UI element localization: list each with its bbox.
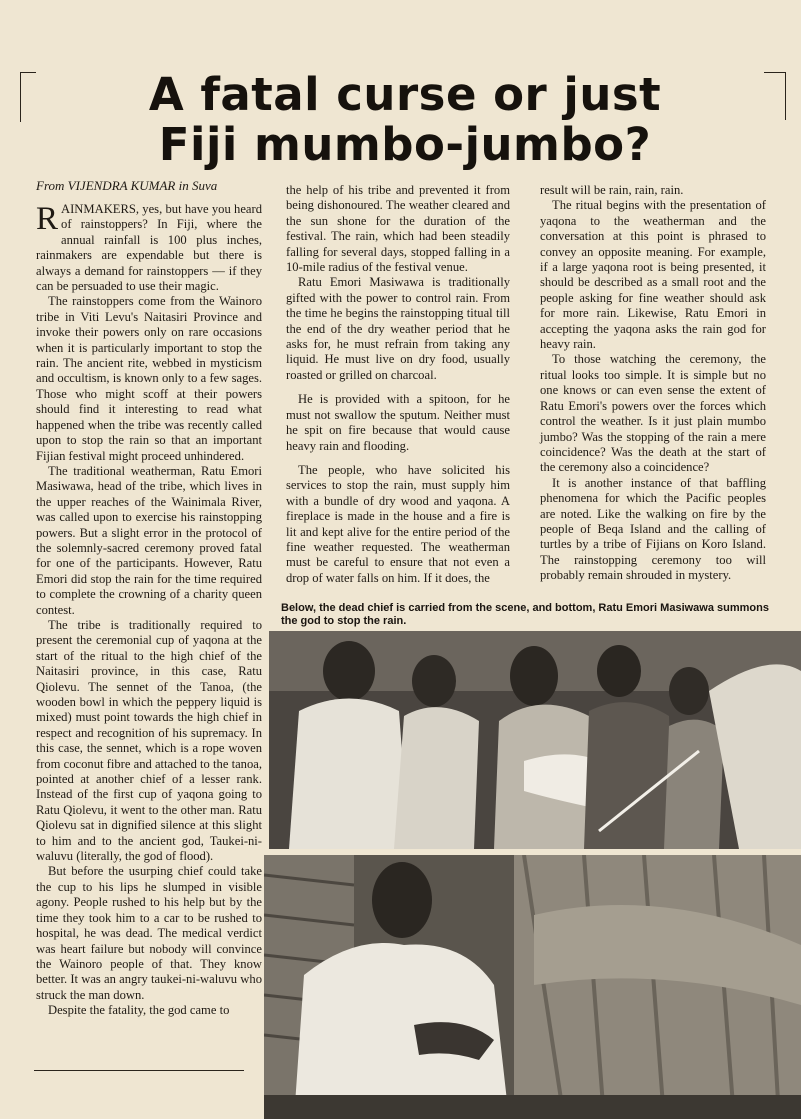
corner-rule-right-vertical [785,72,786,120]
article-column-1 [36,202,262,1019]
paragraph: But before the usurping chief could take the cup to his lips he slumped in visible agony. People rushed to his help but by the time they took him to a car to be rushed to hospital, he was dead. The medical verdict was heart failure but nobody will convince the Wainoro people of that. They know better. It was an angry taukei-ni-waluvu who struck the man down. [36,864,262,1002]
photo-dead-chief-carried-image [269,631,801,849]
corner-rule-left [20,72,36,73]
paragraph: The rainstoppers come from the Wainoro tribe in Viti Levu's Naitasiri Province and invoke their powers only on rare occasions when it is particularly important to stop the rain. The ancient rite, webbed in mysticism and occultism, is known only to a few sages. Those who might scoff at their powers should find it interesting to read what happened when the tribe was recently called upon to stop the rain so that an important Fijian festival might proceed unhindered. [36,294,262,463]
column-end-rule [34,1070,244,1071]
paragraph: Despite the fatality, the god came to [48,1003,230,1018]
paragraph: The tribe is traditionally required to present the ceremonial cup of yaqona at the start of the ritual to the high chief of the Naitasiri province, in this case, Ratu Qiolevu. The sennet of the Tanoa, (the wooden bowl in which the peppery liquid is mixed) must point towards the high chief in respect and recognition of his supremacy. In this case, the sennet, which is a rope woven from coconut fibre and attached to the tanoa, pointed at another chief of a lesser rank. Instead of the first cup of yaqona going to Ratu Qiolevu, it went to the other man. Ratu Qiolevu sat in dignified silence at this slight to him and to the ancient god, Taukei-ni-waluvu (literally, the god of flood). [36,617,262,864]
headline-line-2: Fiji mumbo-jumbo? [158,118,652,171]
paragraph: The traditional weatherman, Ratu Emori Masiwawa, head of the tribe, which lives in the upper reaches of the Wainimala River, was called upon to exercise his rainstopping powers. But a slight error in the protocol of the solemnly-sacred ceremony proved fatal for one of the participants. However, Ratu Emori did stop the rain for the time required to complete the crowning of a charity queen contest. [36,463,262,617]
photo-caption: Below, the dead chief is carried from the scene, and bottom, Ratu Emori Masiwawa summons the god to stop the rain. [281,602,769,627]
corner-rule-left-vertical [20,72,21,122]
drop-cap: R [36,201,59,237]
article-column-3 [540,183,766,584]
photo-ratu-emori-summons [264,855,801,1119]
paragraph: RAINMAKERS, yes, but have you heard of rainstoppers? In Fiji, where the annual rainfall is 100 plus inches, rainmakers are expendable but there is always a demand for rainstoppers — if they can be persuaded to use their magic. [36,201,262,294]
headline-line-1: A fatal curse or just [148,68,662,121]
paragraph: The people, who have solicited his services to stop the rain, must supply him with a bundle of dry wood and yaqona. A fireplace is made in the house and a fire is lit and kept alive for the entire period of the fine weather requested. The weatherman must be careful to ensure that not even a drop of water falls on him. If it does, the [286,462,510,585]
paragraph: result will be rain, rain, rain. [540,183,684,197]
paragraph: the help of his tribe and prevented it from being dishonoured. The weather cleared and the sun shone for the duration of the festival. The rain, which had been steadily falling for several days, stopped falling in a 10-mile radius of the festival venue. [286,183,510,275]
paragraph: The ritual begins with the presentation of yaqona to the weatherman and the conversation at this point is phrased to convey an opposite meaning. For example, if a large yaqona root is being presented, it should be described as a small root and the people asking for fine weather should ask for more rain. Likewise, Ratu Emori in accepting the yaqona asks the rain god for heavy rain. [540,198,766,352]
paragraph: Ratu Emori Masiwawa is traditionally gifted with the power to control rain. From the time he begins the rainstopping titual till the end of the dry weather period that he asks for, he must refrain from taking any liquid. He must live on dry food, usually roasted or grilled on charcoal. [286,275,510,382]
paragraph: To those watching the ceremony, the ritual looks too simple. It is simple but no one knows or can even sense the extent of Ratu Emori's powers over the forces which control the weather. Is it just plain mumbo jumbo? Was the stopping of the rain a mere coincidence? Was the death at the start of the ceremony also a coincidence? [540,352,766,475]
headline [40,70,770,170]
byline: From VIJENDRA KUMAR in Suva [36,178,218,193]
paragraph: It is another instance of that baffling phenomena for which the Pacific peoples are noted. Like the walking on fire by the people of Beqa Island and the calling of turtles by a tribe of Fijians on Koro Island. The rainstopping ceremony too will probably remain shrouded in mystery. [540,475,766,583]
photo-ratu-emori-summons-image [264,855,801,1119]
article-column-2 [286,183,510,586]
photo-dead-chief-carried [269,631,801,849]
paragraph: He is provided with a spitoon, for he must not swallow the sputum. Neither must he spit on fire because that would cause heavy rain and flooding. [286,392,510,453]
